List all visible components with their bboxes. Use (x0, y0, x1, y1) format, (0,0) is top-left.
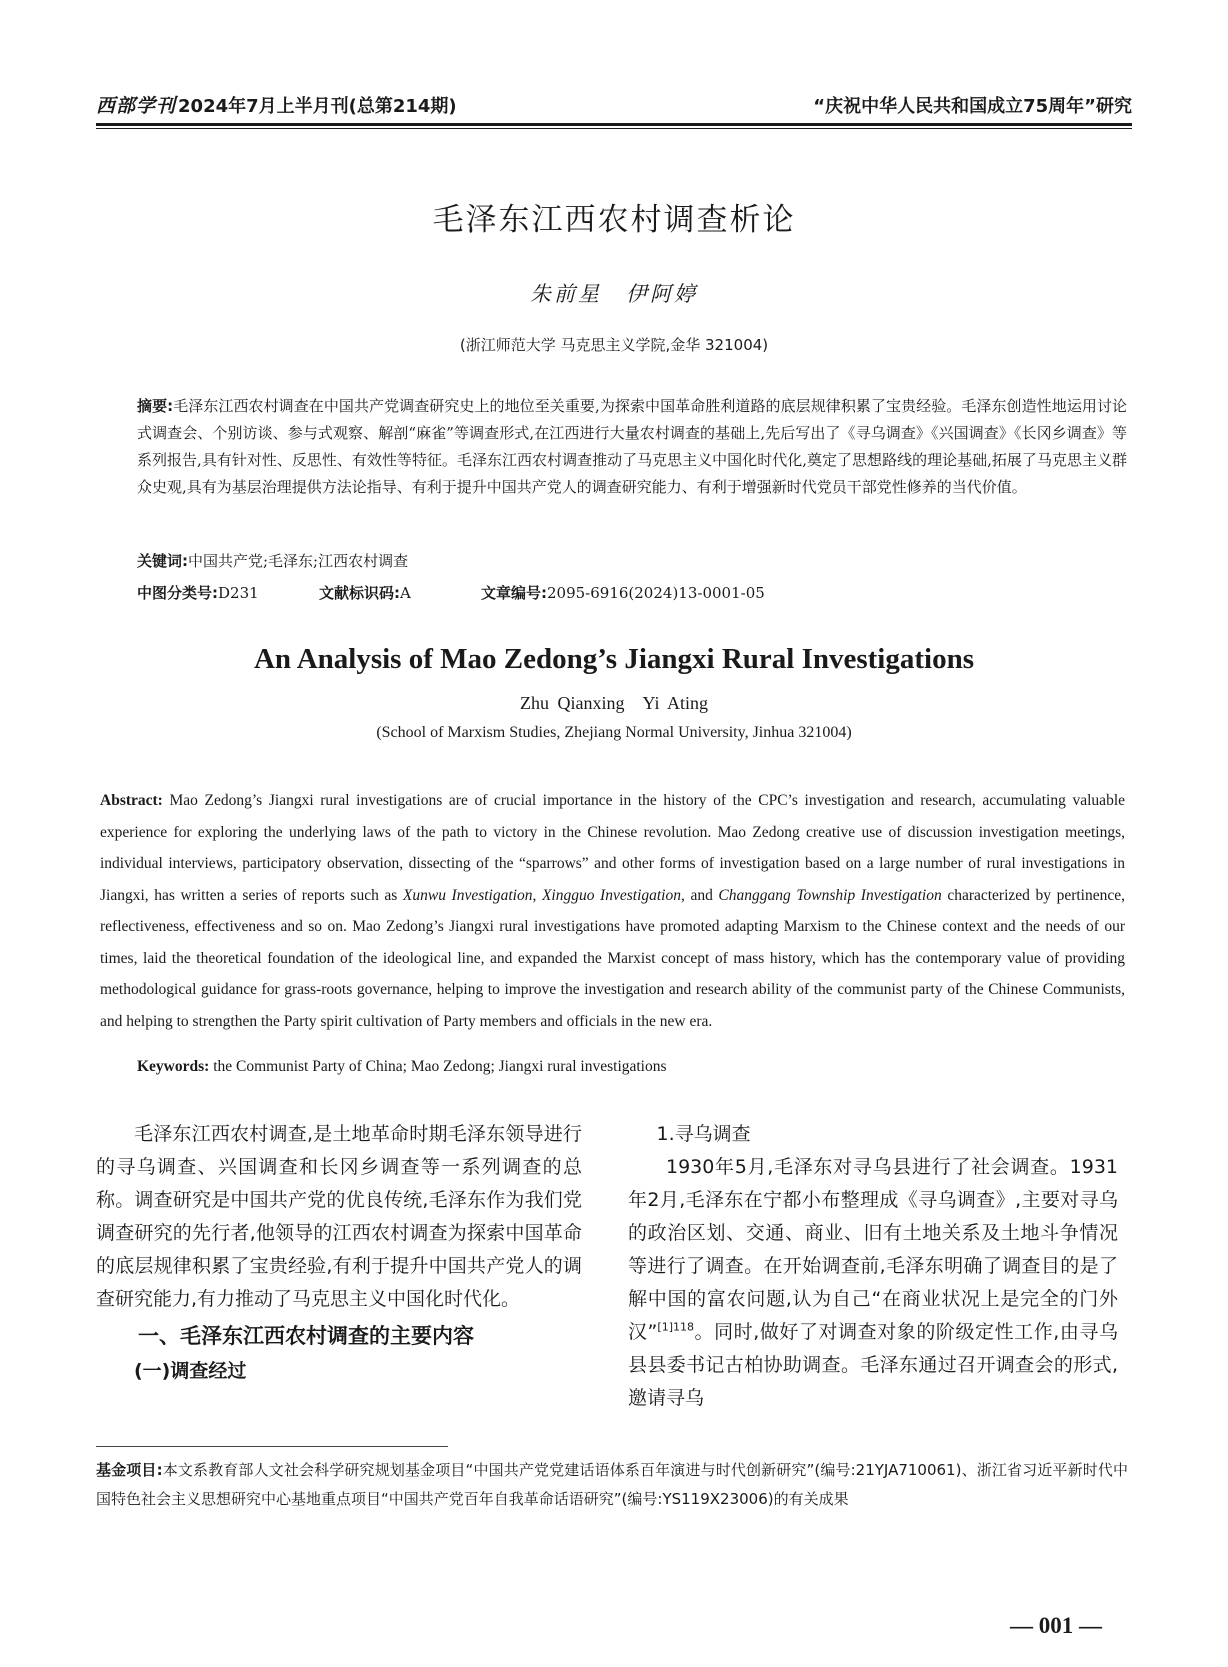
abstract-en-italic-2: Xingguo Investigation (541, 886, 681, 904)
abstract-en (100, 785, 1125, 1037)
page-number: — 001 — (1010, 1613, 1102, 1638)
article-label: 文章编号: (481, 584, 547, 602)
header-rule-thin (96, 128, 1132, 129)
header-left (96, 91, 457, 118)
journal-logo: 西部学刊 (96, 95, 177, 117)
body-column-left (96, 1118, 582, 1388)
affiliation-cn: (浙江师范大学 马克思主义学院,金华 321004) (459, 336, 769, 354)
clc-value: D231 (218, 584, 259, 602)
authors-cn: 朱前星 伊阿婷 (530, 282, 698, 306)
keywords-en (137, 1058, 1127, 1076)
header-rule (96, 123, 1132, 126)
footnote-rule (96, 1446, 448, 1447)
keywords-cn-label: 关键词: (137, 552, 188, 570)
clc-label: 中图分类号: (137, 584, 218, 602)
doc-label: 文献标识码: (319, 584, 400, 602)
abstract-en-italic-1: Xunwu Investigation (402, 886, 533, 904)
citation-marker: [1]118 (657, 1320, 694, 1334)
abstract-cn (137, 393, 1127, 501)
column-title: “庆祝中华人民共和国成立75周年”研究 (813, 96, 1132, 117)
abstract-cn-text: 毛泽东江西农村调查在中国共产党调查研究史上的地位至关重要,为探索中国革命胜利道路的底层规律积累了宝贵经验。毛泽东创造性地运用讨论式调查会、个别访谈、参与式观察、解剖“麻雀”等调查形式,在江西进行大量农村调查的基础上,先后写出了《寻乌调查》《兴国调查》《长冈乡调查》等系列报告,具有针对性、反思性、有效性等特征。毛泽东江西农村调查推动了马克思主义中国化时代化,奠定了思想路线的理论基础,拓展了马克思主义群众史观,具有为基层治理提供方法论指导、有利于提升中国共产党人的调查研究能力、有利于增强新时代党员干部党性修养的当代价值。 (137, 397, 1128, 496)
article-title-cn: 毛泽东江西农村调查析论 (432, 202, 796, 238)
paragraph-text-after-citation: 。同时,做好了对调查对象的阶级定性工作,由寻乌县县委书记古柏协助调查。毛泽东通过召开调查会的形式,邀请寻乌 (628, 1321, 1118, 1409)
abstract-en-text-1: Mao Zedong’s Jiangxi rural investigations are of crucial importance in the history of the CPC’s investigation and research, accumulating valuable experience for exploring the underlying laws of the path to victory in the Chinese revolution. Mao Zedong creative use of discussion investigation meetings, individual interviews, participatory observation, dissecting of the “sparrows” and other forms of investigation based on a large number of rural investigations in Jiangxi, has written a series of reports such as (100, 792, 1125, 904)
paragraph-text-before-citation: 1930年5月,毛泽东对寻乌县进行了社会调查。1931年2月,毛泽东在宁都小布整理成《寻乌调查》,主要对寻乌的政治区划、交通、商业、旧有土地关系及土地斗争情况等进行了调查。在开始调查前,毛泽东明确了调查目的是了解中国的富农问题,认为自己“在商业状况上是完全的门外汉” (628, 1156, 1118, 1343)
running-header (96, 86, 1132, 118)
abstract-en-text-4: characterized by pertinence, reflectiveness, effectiveness and so on. Mao Zedong’s Jiangxi rural investigations have promoted adapting Marxism to the Chinese context and the needs of our times, laid the theoretical foundation of the ideological line, and expanded the Marxist concept of mass history, which has the contemporary value of providing methodological guidance for grass-roots governance, helping to improve the investigation and research ability of the communist party of the Chinese Communists, and helping to strengthen the Party spirit cultivation of Party members and officials in the new era. (100, 886, 1125, 1030)
keywords-en-label: Keywords: (137, 1058, 210, 1075)
abstract-cn-label: 摘要: (137, 397, 174, 415)
subsection-heading: (一)调查经过 (134, 1360, 247, 1382)
abstract-en-italic-3: Changgang Township Investigation (718, 886, 942, 904)
abstract-en-label: Abstract: (100, 792, 163, 809)
article-value: 2095-6916(2024)13-0001-05 (547, 584, 765, 602)
affiliation-en: (School of Marxism Studies, Zhejiang Normal University, Jinhua 321004) (376, 724, 852, 741)
footnote-text: 本文系教育部人文社会科学研究规划基金项目“中国共产党党建话语体系百年演进与时代创新研究”(编号:21YJA710061)、浙江省习近平新时代中国特色社会主义思想研究中心基地重点项目“中国共产党百年自我革命话语研究”(编号:YS119X23006)的有关成果 (96, 1461, 1129, 1508)
intro-paragraph: 毛泽东江西农村调查,是土地革命时期毛泽东领导进行的寻乌调查、兴国调查和长冈乡调查等一系列调查的总称。调查研究是中国共产党的优良传统,毛泽东作为我们党调查研究的先行者,他领导的江西农村调查为探索中国革命的底层规律积累了宝贵经验,有利于提升中国共产党人的调查研究能力,有力推动了马克思主义中国化时代化。 (96, 1123, 582, 1310)
body-column-right (628, 1118, 1118, 1415)
doc-value: A (400, 584, 411, 602)
clc-number (137, 582, 259, 603)
abstract-en-text-2: , (532, 886, 542, 904)
abstract-en-text-3: , and (681, 886, 719, 904)
keywords-cn-text: 中国共产党;毛泽东;江西农村调查 (188, 552, 409, 570)
xunwu-paragraph (628, 1151, 1118, 1415)
section-heading: 一、毛泽东江西农村调查的主要内容 (138, 1324, 474, 1348)
footnote-label: 基金项目: (96, 1461, 163, 1479)
keywords-cn (137, 550, 1127, 571)
item-heading: 1.寻乌调查 (656, 1123, 751, 1145)
article-title-en: An Analysis of Mao Zedong’s Jiangxi Rural Investigations (253, 643, 974, 675)
article-number (481, 582, 765, 603)
document-code (319, 582, 411, 603)
authors-en: Zhu Qianxing Yi Ating (520, 693, 708, 713)
funding-footnote (96, 1456, 1128, 1514)
issue-info: 2024年7月上半月刊(总第214期) (178, 96, 457, 117)
keywords-en-text: the Communist Party of China; Mao Zedong; Jiangxi rural investigations (213, 1058, 667, 1075)
